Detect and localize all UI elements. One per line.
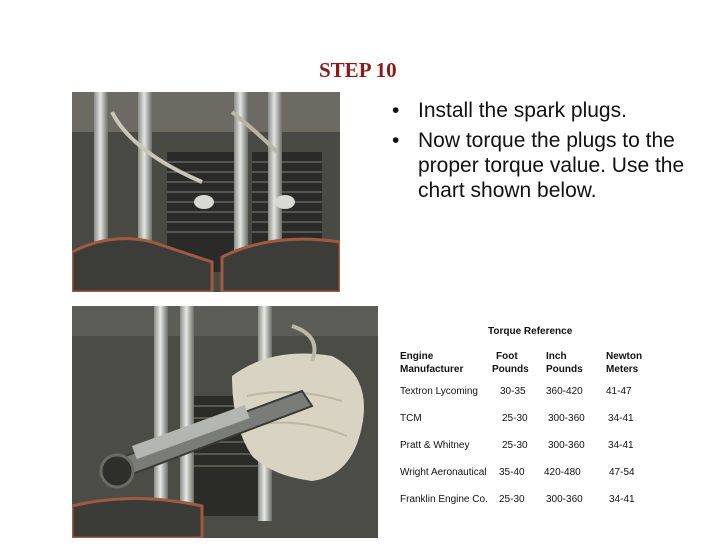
cell-manufacturer: Pratt & Whitney <box>400 440 470 451</box>
bullet-marker: • <box>392 99 400 122</box>
cell-inch-pounds: 360-420 <box>546 386 583 397</box>
header-newton-meters <box>606 350 642 376</box>
cell-inch-pounds: 300-360 <box>546 494 583 505</box>
cell-newton-meters: 41-47 <box>606 386 632 397</box>
header-newton-line2: Meters <box>606 364 639 375</box>
table-row <box>400 493 660 521</box>
instruction-item-install <box>388 98 688 123</box>
cell-inch-pounds: 420-480 <box>544 467 581 478</box>
cell-manufacturer: Franklin Engine Co. <box>400 494 488 505</box>
torque-table-header <box>400 350 660 378</box>
header-inch-line2: Pounds <box>546 364 583 375</box>
cell-newton-meters: 47-54 <box>609 467 635 478</box>
header-inch-line1: Inch <box>546 351 567 362</box>
table-row <box>400 439 660 467</box>
header-engine-line2: Manufacturer <box>400 364 464 375</box>
header-engine-line1: Engine <box>400 351 434 362</box>
cell-foot-pounds: 35-40 <box>499 467 525 478</box>
header-inch-pounds <box>546 350 583 376</box>
header-foot-pounds <box>492 350 529 376</box>
cell-foot-pounds: 30-35 <box>500 386 526 397</box>
header-foot-line2: Pounds <box>492 364 529 375</box>
engine-photo-torque-wrench <box>72 306 378 538</box>
header-engine <box>400 350 463 376</box>
slide-title: STEP 10 <box>319 58 397 82</box>
header-newton-line1: Newton <box>606 351 643 362</box>
cell-manufacturer: Wright Aeronautical <box>400 467 487 478</box>
torque-table-title: Torque Reference <box>488 326 573 337</box>
instruction-list <box>388 98 688 208</box>
instruction-item-torque <box>388 128 688 203</box>
instruction-text: Install the spark plugs. <box>418 99 627 122</box>
cell-newton-meters: 34-41 <box>609 494 635 505</box>
table-row <box>400 385 660 413</box>
cell-foot-pounds: 25-30 <box>499 494 525 505</box>
cell-manufacturer: Textron Lycoming <box>400 386 478 397</box>
bullet-marker: • <box>392 129 400 152</box>
cell-manufacturer: TCM <box>400 413 422 424</box>
table-row <box>400 466 660 494</box>
cell-inch-pounds: 300-360 <box>548 413 585 424</box>
table-row <box>400 412 660 440</box>
cell-newton-meters: 34-41 <box>608 440 634 451</box>
instruction-text: Now torque the plugs to the proper torque value. Use the chart shown below. <box>418 129 685 202</box>
cell-foot-pounds: 25-30 <box>502 440 528 451</box>
header-foot-line1: Foot <box>496 351 518 362</box>
cell-inch-pounds: 300-360 <box>548 440 585 451</box>
engine-photo-spark-plugs <box>72 92 340 292</box>
cell-newton-meters: 34-41 <box>608 413 634 424</box>
cell-foot-pounds: 25-30 <box>502 413 528 424</box>
